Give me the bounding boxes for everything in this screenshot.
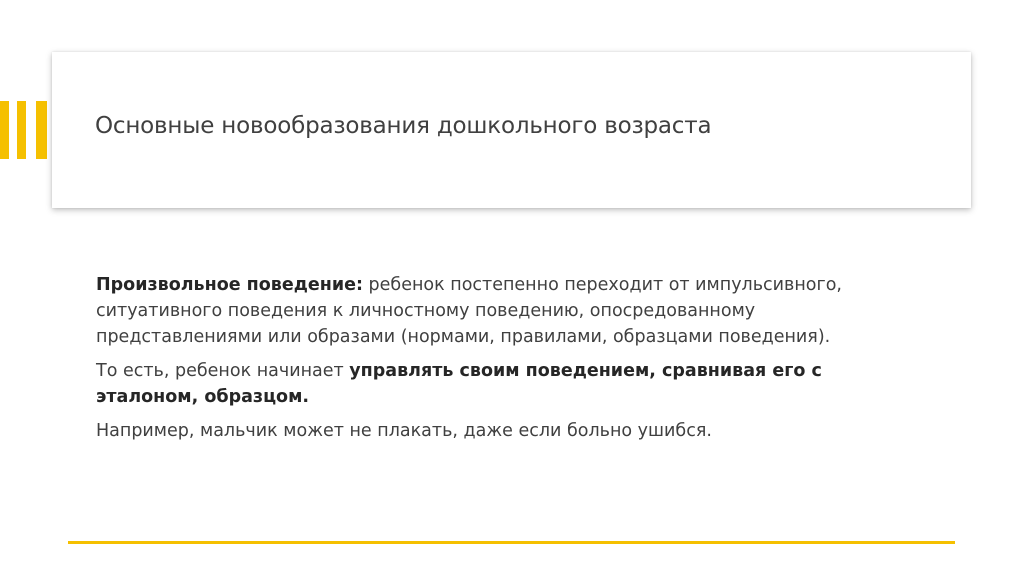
slide-title: Основные новообразования дошкольного возраста — [95, 113, 712, 139]
paragraph-example — [96, 418, 916, 444]
emphasis-bold: управлять своим поведением, сравнивая его с эталоном, образцом. — [96, 361, 822, 407]
bottom-divider-line — [68, 541, 955, 544]
slide-body — [96, 272, 916, 452]
accent-bars-decoration — [0, 101, 50, 159]
accent-bar — [36, 101, 47, 159]
paragraph-voluntary-behavior — [96, 272, 916, 350]
term-bold: Произвольное поведение: — [96, 275, 363, 295]
accent-bar — [17, 101, 26, 159]
paragraph-text: Например, мальчик может не плакать, даже если больно ушибся. — [96, 421, 712, 441]
paragraph-that-is — [96, 358, 916, 410]
paragraph-text: ребенок постепенно переходит от импульсивного, ситуативного поведения к личностному поведению, опосредованному представлениями или образами (нормами, правилами, образцами поведения). — [96, 275, 842, 347]
paragraph-text: То есть, ребенок начинает — [96, 361, 350, 381]
title-card — [52, 52, 971, 208]
accent-bar — [0, 101, 9, 159]
